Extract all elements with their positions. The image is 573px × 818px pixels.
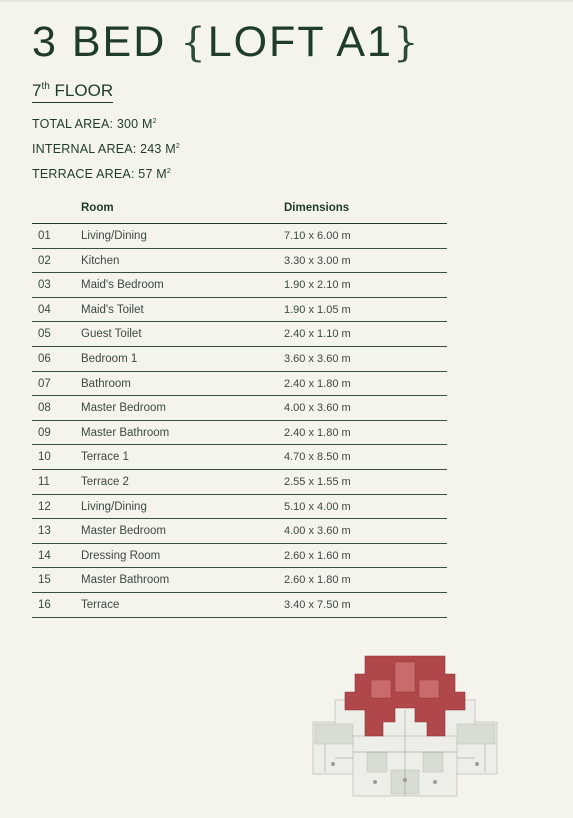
row-number: 02 bbox=[38, 254, 51, 267]
row-number: 07 bbox=[38, 377, 51, 390]
row-room: Master Bathroom bbox=[81, 574, 170, 587]
internal-area bbox=[32, 141, 180, 157]
row-room: Terrace 2 bbox=[81, 475, 129, 488]
terrace-area-unit: 2 bbox=[166, 168, 171, 175]
row-room: Master Bedroom bbox=[81, 525, 167, 538]
table-row bbox=[32, 322, 447, 347]
floor-suffix: th bbox=[41, 81, 50, 92]
row-number: 09 bbox=[38, 426, 51, 439]
row-number: 03 bbox=[38, 279, 51, 292]
table-row bbox=[32, 470, 447, 495]
floor-number: 7 bbox=[32, 81, 42, 100]
row-room: Master Bathroom bbox=[81, 426, 170, 439]
floor-plan-image bbox=[305, 652, 505, 800]
row-dimensions: 1.90 x 2.10 m bbox=[284, 279, 351, 292]
row-dimensions: 3.40 x 7.50 m bbox=[284, 598, 351, 611]
row-dimensions: 4.70 x 8.50 m bbox=[284, 451, 351, 464]
row-number: 11 bbox=[38, 475, 50, 488]
row-number: 15 bbox=[38, 574, 51, 587]
table-header bbox=[32, 198, 447, 224]
row-dimensions: 2.55 x 1.55 m bbox=[284, 475, 351, 488]
row-dimensions: 2.40 x 1.80 m bbox=[284, 426, 351, 439]
table-row bbox=[32, 593, 447, 618]
row-room: Bathroom bbox=[81, 377, 131, 390]
table-body bbox=[32, 224, 447, 618]
row-number: 01 bbox=[38, 230, 51, 242]
table-row bbox=[32, 298, 447, 323]
table-row bbox=[32, 495, 447, 520]
title-prefix: 3 BED bbox=[32, 18, 167, 66]
terrace-area bbox=[32, 166, 171, 182]
table-row bbox=[32, 347, 447, 372]
row-number: 06 bbox=[38, 352, 51, 365]
row-number: 14 bbox=[38, 549, 51, 562]
table-row bbox=[32, 568, 447, 593]
floor-text: FLOOR bbox=[54, 81, 114, 100]
table-row bbox=[32, 445, 447, 470]
table-row bbox=[32, 224, 447, 249]
row-room: Terrace bbox=[81, 598, 120, 611]
table-row bbox=[32, 249, 447, 274]
row-dimensions: 7.10 x 6.00 m bbox=[284, 230, 351, 242]
table-row bbox=[32, 519, 447, 544]
page-title bbox=[32, 16, 420, 69]
row-dimensions: 3.60 x 3.60 m bbox=[284, 352, 351, 365]
row-dimensions: 3.30 x 3.00 m bbox=[284, 254, 351, 267]
row-dimensions: 4.00 x 3.60 m bbox=[284, 525, 351, 538]
title-unit-name: LOFT A1 bbox=[207, 18, 393, 66]
title-open-brace: { bbox=[180, 20, 208, 66]
table-row bbox=[32, 421, 447, 446]
title-close-brace: } bbox=[392, 20, 421, 66]
table-row bbox=[32, 372, 447, 397]
header-room: Room bbox=[81, 202, 114, 214]
total-area bbox=[32, 116, 157, 132]
header-dimensions: Dimensions bbox=[284, 202, 350, 214]
table-row bbox=[32, 544, 447, 569]
internal-area-text: INTERNAL AREA: 243 M bbox=[32, 142, 176, 156]
row-room: Guest Toilet bbox=[81, 328, 142, 341]
row-dimensions: 2.60 x 1.60 m bbox=[284, 549, 351, 562]
row-room: Terrace 1 bbox=[81, 451, 129, 464]
row-room: Maid's Bedroom bbox=[81, 279, 164, 292]
terrace-area-text: TERRACE AREA: 57 M bbox=[32, 167, 167, 181]
floor-label bbox=[32, 80, 113, 103]
row-dimensions: 2.40 x 1.10 m bbox=[284, 328, 351, 341]
row-room: Maid's Toilet bbox=[81, 303, 144, 316]
row-room: Dressing Room bbox=[81, 549, 161, 562]
row-dimensions: 5.10 x 4.00 m bbox=[284, 500, 351, 513]
total-area-unit: 2 bbox=[152, 118, 157, 125]
total-area-text: TOTAL AREA: 300 M bbox=[32, 117, 153, 131]
row-room: Master Bedroom bbox=[81, 402, 167, 415]
row-number: 10 bbox=[38, 451, 51, 464]
row-room: Bedroom 1 bbox=[81, 352, 138, 365]
row-dimensions: 1.90 x 1.05 m bbox=[284, 303, 351, 316]
row-dimensions: 2.40 x 1.80 m bbox=[284, 377, 351, 390]
row-room: Living/Dining bbox=[81, 500, 147, 513]
row-number: 05 bbox=[38, 328, 51, 341]
table-row bbox=[32, 396, 447, 421]
row-room: Living/Dining bbox=[81, 230, 147, 242]
row-room: Kitchen bbox=[81, 254, 120, 267]
row-number: 16 bbox=[38, 598, 51, 611]
row-number: 08 bbox=[38, 402, 51, 415]
row-number: 04 bbox=[38, 303, 51, 316]
internal-area-unit: 2 bbox=[175, 143, 180, 150]
row-dimensions: 2.60 x 1.80 m bbox=[284, 574, 351, 587]
table-row bbox=[32, 273, 447, 298]
row-number: 13 bbox=[38, 525, 51, 538]
row-dimensions: 4.00 x 3.60 m bbox=[284, 402, 351, 415]
row-number: 12 bbox=[38, 500, 51, 513]
top-divider bbox=[0, 0, 573, 2]
room-dimensions-table bbox=[32, 198, 447, 618]
